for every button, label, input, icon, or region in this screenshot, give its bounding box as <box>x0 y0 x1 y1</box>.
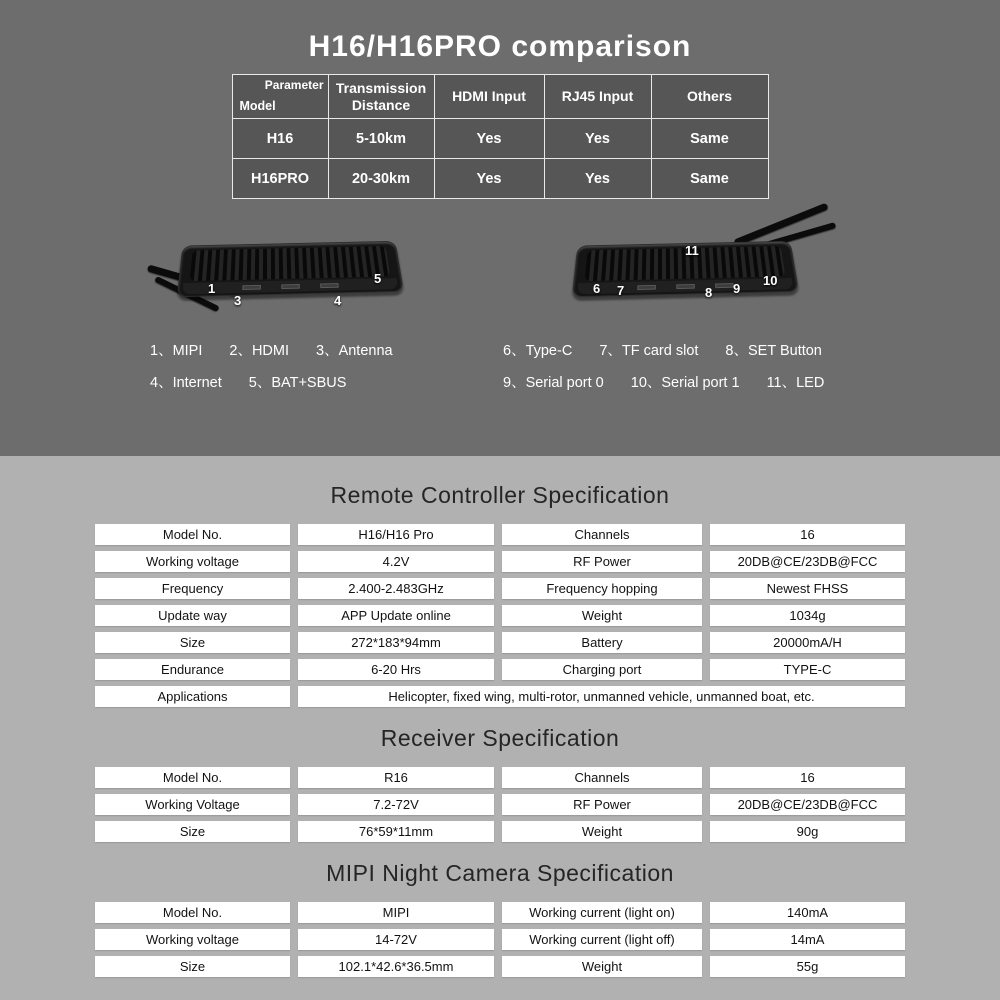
spec-value-cell: 102.1*42.6*36.5mm <box>298 956 494 977</box>
spec-label-cell: Frequency <box>95 578 290 599</box>
legend-line <box>503 339 824 360</box>
spec-value-cell: 140mA <box>710 902 905 923</box>
heatsink-fins <box>190 246 391 281</box>
spec-value-cell: 76*59*11mm <box>298 821 494 842</box>
corner-model-label: Model <box>239 99 276 113</box>
spec-label-cell: Channels <box>502 767 702 788</box>
spec-label-cell: RF Power <box>502 551 702 572</box>
comparison-value-cell: Yes <box>544 159 651 199</box>
spec-value-cell: 20DB@CE/23DB@FCC <box>710 794 905 815</box>
spec-label-cell: Working voltage <box>95 929 290 950</box>
port-legend <box>0 339 1000 403</box>
spec-label-cell: Model No. <box>95 524 290 545</box>
legend-right-column <box>503 339 824 403</box>
receiver-photo <box>545 225 825 329</box>
device-marker-6: 6 <box>593 281 601 296</box>
spec-label-cell: Model No. <box>95 902 290 923</box>
comparison-column-header: RJ45 Input <box>544 75 651 119</box>
legend-item: 2、HDMI <box>229 343 289 359</box>
legend-item: 4、Internet <box>150 375 222 391</box>
comparison-value-cell: Yes <box>434 119 544 159</box>
legend-item: 3、Antenna <box>316 343 393 359</box>
spec-value-cell-wide: Helicopter, fixed wing, multi-rotor, unmanned vehicle, unmanned boat, etc. <box>298 686 905 707</box>
spec-label-cell: Working voltage <box>95 551 290 572</box>
spec-value-cell: 1034g <box>710 605 905 626</box>
comparison-column-header: Transmission Distance <box>328 75 434 119</box>
spec-value-cell: 2.400-2.483GHz <box>298 578 494 599</box>
section-title: Receiver Specification <box>380 725 620 751</box>
controller-photo <box>150 225 430 329</box>
section-title: MIPI Night Camera Specification <box>326 860 674 886</box>
device-marker-1: 1 <box>208 281 216 296</box>
legend-item: 8、SET Button <box>725 343 822 359</box>
port-slot <box>281 284 300 289</box>
comparison-section <box>0 0 1000 456</box>
port-slot <box>676 284 695 289</box>
spec-label-cell: Battery <box>502 632 702 653</box>
spec-value-cell: 16 <box>710 767 905 788</box>
port-slot <box>715 283 734 288</box>
device-marker-8: 8 <box>705 285 713 300</box>
section-title: Remote Controller Specification <box>330 482 670 508</box>
spec-value-cell: 272*183*94mm <box>298 632 494 653</box>
comparison-table-body <box>232 119 768 199</box>
legend-item: 6、Type-C <box>503 343 573 359</box>
spec-sections <box>0 482 1000 977</box>
comparison-header-row <box>232 75 768 119</box>
spec-value-cell: Newest FHSS <box>710 578 905 599</box>
spec-value-cell: 14mA <box>710 929 905 950</box>
legend-line <box>150 339 485 360</box>
comparison-column-header: Others <box>651 75 768 119</box>
spec-label-cell: Weight <box>502 605 702 626</box>
comparison-column-header: HDMI Input <box>434 75 544 119</box>
spec-value-cell: 90g <box>710 821 905 842</box>
spec-value-cell: 6-20 Hrs <box>298 659 494 680</box>
device-marker-10: 10 <box>763 273 778 288</box>
spec-value-cell: 20000mA/H <box>710 632 905 653</box>
spec-table <box>95 524 905 707</box>
spec-value-cell: MIPI <box>298 902 494 923</box>
spec-label-cell: Working Voltage <box>95 794 290 815</box>
spec-value-cell: 14-72V <box>298 929 494 950</box>
spec-label-cell: Weight <box>502 956 702 977</box>
device-marker-11: 11 <box>685 243 699 258</box>
spec-label-cell: Endurance <box>95 659 290 680</box>
spec-label-cell: Model No. <box>95 767 290 788</box>
corner-parameter-label: Parameter <box>264 78 324 92</box>
spec-value-cell: 7.2-72V <box>298 794 494 815</box>
comparison-value-cell: Yes <box>544 119 651 159</box>
spec-value-cell: 4.2V <box>298 551 494 572</box>
spec-value-cell: R16 <box>298 767 494 788</box>
parameter-model-corner-cell <box>232 75 328 119</box>
spec-value-cell: TYPE-C <box>710 659 905 680</box>
spec-label-cell: Size <box>95 821 290 842</box>
device-marker-7: 7 <box>617 283 625 298</box>
legend-left-column <box>150 339 485 403</box>
device-marker-5: 5 <box>374 271 382 286</box>
spec-table <box>95 902 905 977</box>
specifications-section <box>0 456 1000 1000</box>
comparison-row <box>232 119 768 159</box>
port-slot <box>242 284 261 289</box>
spec-label-cell: Size <box>95 632 290 653</box>
comparison-row <box>232 159 768 199</box>
port-slot <box>320 283 339 288</box>
page-title: H16/H16PRO comparison <box>308 30 692 63</box>
comparison-table <box>232 74 769 199</box>
spec-label-cell: Frequency hopping <box>502 578 702 599</box>
model-name-cell: H16 <box>232 119 328 159</box>
legend-line <box>150 371 485 392</box>
model-name-cell: H16PRO <box>232 159 328 199</box>
spec-value-cell: 55g <box>710 956 905 977</box>
spec-label-cell: Charging port <box>502 659 702 680</box>
legend-item: 1、MIPI <box>150 343 203 359</box>
legend-item: 7、TF card slot <box>599 343 699 359</box>
comparison-value-cell: Yes <box>434 159 544 199</box>
spec-label-cell: Working current (light on) <box>502 902 702 923</box>
spec-value-cell: APP Update online <box>298 605 494 626</box>
comparison-value-cell: 20-30km <box>328 159 434 199</box>
spec-label-cell: RF Power <box>502 794 702 815</box>
spec-label-cell: Channels <box>502 524 702 545</box>
device-marker-9: 9 <box>733 281 741 296</box>
device-marker-4: 4 <box>334 293 342 308</box>
port-slot <box>637 284 656 289</box>
legend-line <box>503 371 824 392</box>
legend-item: 9、Serial port 0 <box>503 375 604 391</box>
spec-label-cell: Weight <box>502 821 702 842</box>
comparison-value-cell: Same <box>651 119 768 159</box>
spec-value-cell: 20DB@CE/23DB@FCC <box>710 551 905 572</box>
legend-item: 5、BAT+SBUS <box>248 375 347 391</box>
spec-value-cell: H16/H16 Pro <box>298 524 494 545</box>
spec-label-cell: Working current (light off) <box>502 929 702 950</box>
spec-label-cell: Size <box>95 956 290 977</box>
legend-item: 10、Serial port 1 <box>630 375 740 391</box>
spec-label-cell: Update way <box>95 605 290 626</box>
spec-table <box>95 767 905 842</box>
comparison-value-cell: 5-10km <box>328 119 434 159</box>
device-photos <box>0 225 1000 329</box>
spec-label-cell: Applications <box>95 686 290 707</box>
legend-item: 11、LED <box>766 375 825 391</box>
spec-value-cell: 16 <box>710 524 905 545</box>
comparison-value-cell: Same <box>651 159 768 199</box>
device-marker-3: 3 <box>234 293 242 308</box>
